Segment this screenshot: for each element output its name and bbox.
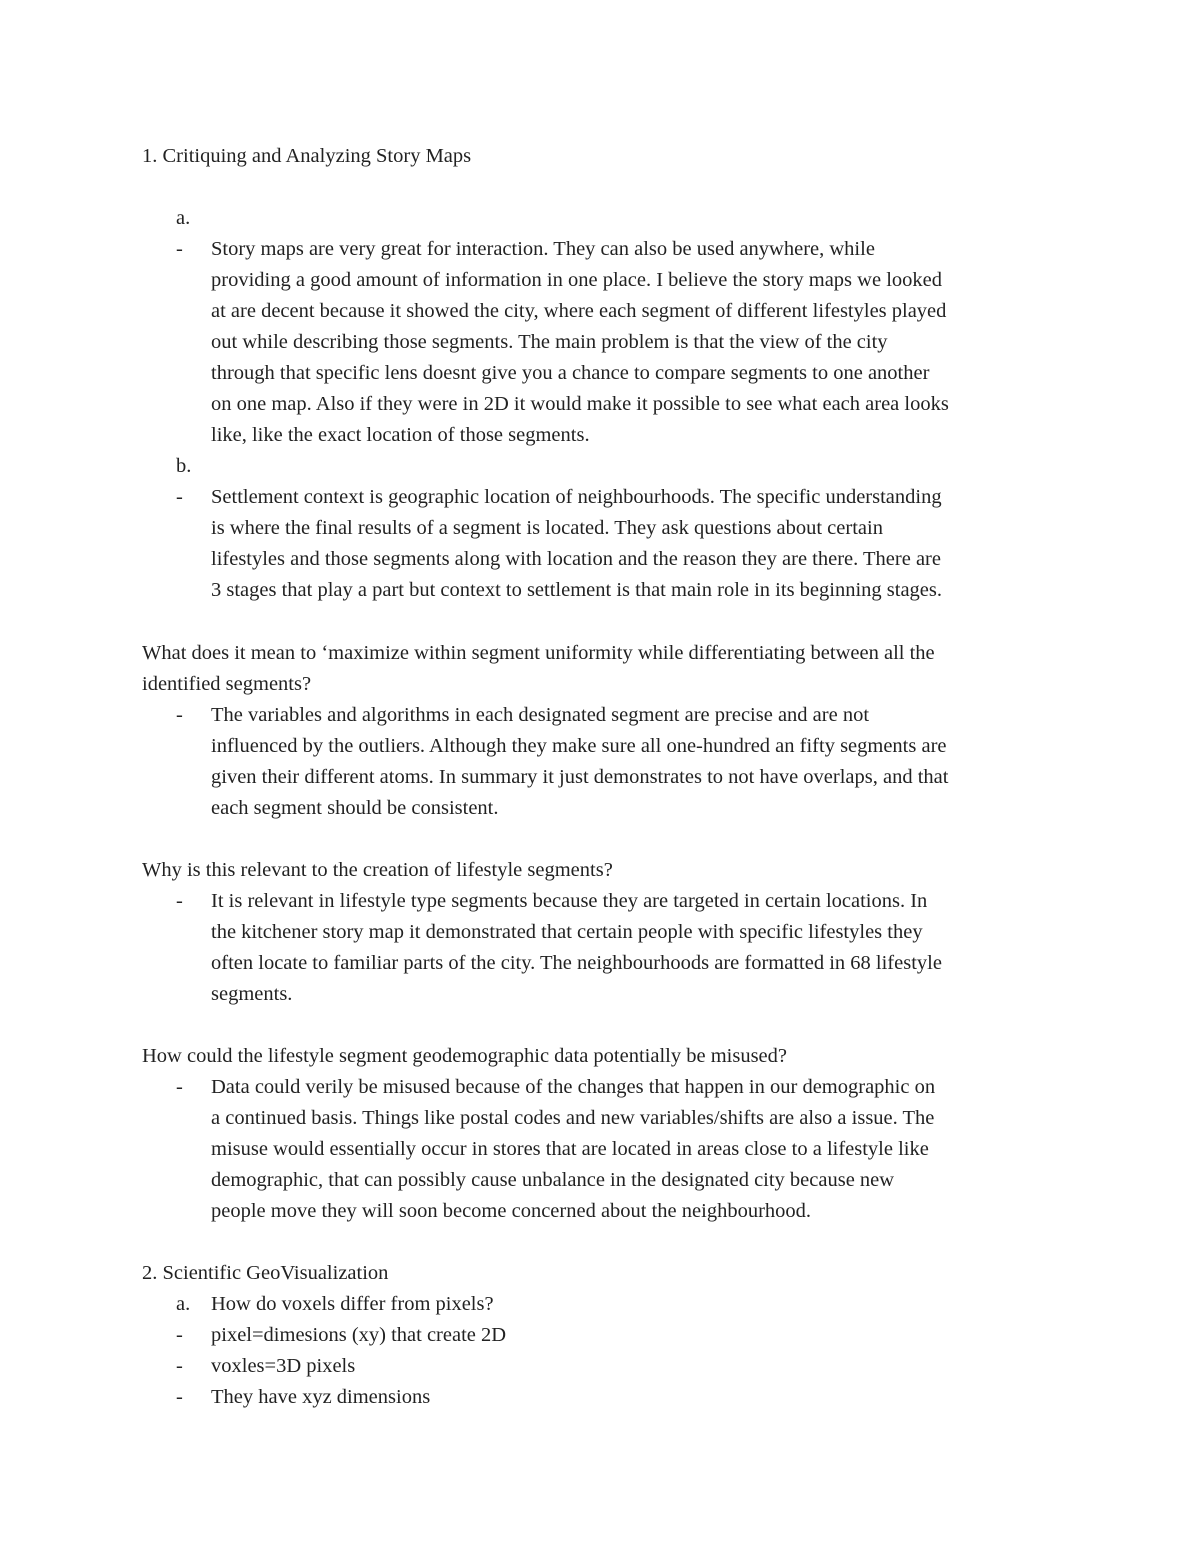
- answer-line: misuse would essentially occur in stores that are located in areas close to a lifestyle like: [211, 1138, 929, 1160]
- bullet-dash: -: [176, 238, 183, 260]
- answer-line: influenced by the outliers. Although they make sure all one-hundred an fifty segments are: [211, 735, 947, 757]
- list-item-text: They have xyz dimensions: [211, 1386, 431, 1408]
- answer-line: often locate to familiar parts of the city. The neighbourhoods are formatted in 68 lifestyle: [211, 952, 942, 974]
- list-marker-a: a.: [176, 1293, 191, 1315]
- bullet-dash: -: [176, 1355, 183, 1377]
- list-item-text: voxles=3D pixels: [211, 1355, 356, 1377]
- answer-line: people move they will soon become concerned about the neighbourhood.: [211, 1200, 812, 1222]
- list-marker-b: b.: [176, 455, 192, 477]
- paragraph-line: out while describing those segments. The main problem is that the view of the city: [211, 331, 888, 353]
- bullet-dash: -: [176, 890, 183, 912]
- answer-line: The variables and algorithms in each designated segment are precise and are not: [211, 704, 870, 726]
- answer-line: Data could verily be misused because of the changes that happen in our demographic on: [211, 1076, 936, 1098]
- bullet-dash: -: [176, 704, 183, 726]
- answer-line: the kitchener story map it demonstrated that certain people with specific lifestyles they: [211, 921, 923, 943]
- paragraph-line: like, like the exact location of those segments.: [211, 424, 590, 446]
- paragraph-line: 3 stages that play a part but context to settlement is that main role in its beginning stages.: [211, 579, 943, 601]
- paragraph-line: is where the final results of a segment is located. They ask questions about certain: [211, 517, 883, 539]
- list-marker-a: a.: [176, 207, 191, 229]
- paragraph-line: on one map. Also if they were in 2D it would make it possible to see what each area looks: [211, 393, 949, 415]
- question-line: How could the lifestyle segment geodemographic data potentially be misused?: [142, 1045, 787, 1067]
- answer-line: a continued basis. Things like postal codes and new variables/shifts are also a issue. The: [211, 1107, 935, 1129]
- paragraph-line: lifestyles and those segments along with location and the reason they are there. There are: [211, 548, 941, 570]
- question-line: Why is this relevant to the creation of lifestyle segments?: [142, 859, 613, 881]
- paragraph-line: providing a good amount of information in one place. I believe the story maps we looked: [211, 269, 942, 291]
- answer-line: demographic, that can possibly cause unbalance in the designated city because new: [211, 1169, 895, 1191]
- answer-line: It is relevant in lifestyle type segments because they are targeted in certain locations. In: [211, 890, 928, 912]
- paragraph-line: Story maps are very great for interaction. They can also be used anywhere, while: [211, 238, 875, 260]
- section-heading-1: 1. Critiquing and Analyzing Story Maps: [142, 145, 472, 167]
- bullet-dash: -: [176, 1386, 183, 1408]
- list-item-text: pixel=dimesions (xy) that create 2D: [211, 1324, 507, 1346]
- paragraph-line: at are decent because it showed the city, where each segment of different lifestyles played: [211, 300, 947, 322]
- answer-line: given their different atoms. In summary it just demonstrates to not have overlaps, and that: [211, 766, 949, 788]
- section-heading-2: 2. Scientific GeoVisualization: [142, 1262, 389, 1284]
- list-item-text: How do voxels differ from pixels?: [211, 1293, 494, 1315]
- paragraph-line: through that specific lens doesnt give you a chance to compare segments to one another: [211, 362, 930, 384]
- bullet-dash: -: [176, 1076, 183, 1098]
- bullet-dash: -: [176, 1324, 183, 1346]
- answer-line: each segment should be consistent.: [211, 797, 499, 819]
- question-line: What does it mean to ‘maximize within segment uniformity while differentiating between all the: [142, 642, 935, 664]
- bullet-dash: -: [176, 486, 183, 508]
- answer-line: segments.: [211, 983, 293, 1005]
- question-line: identified segments?: [142, 673, 312, 695]
- paragraph-line: Settlement context is geographic location of neighbourhoods. The specific understanding: [211, 486, 942, 508]
